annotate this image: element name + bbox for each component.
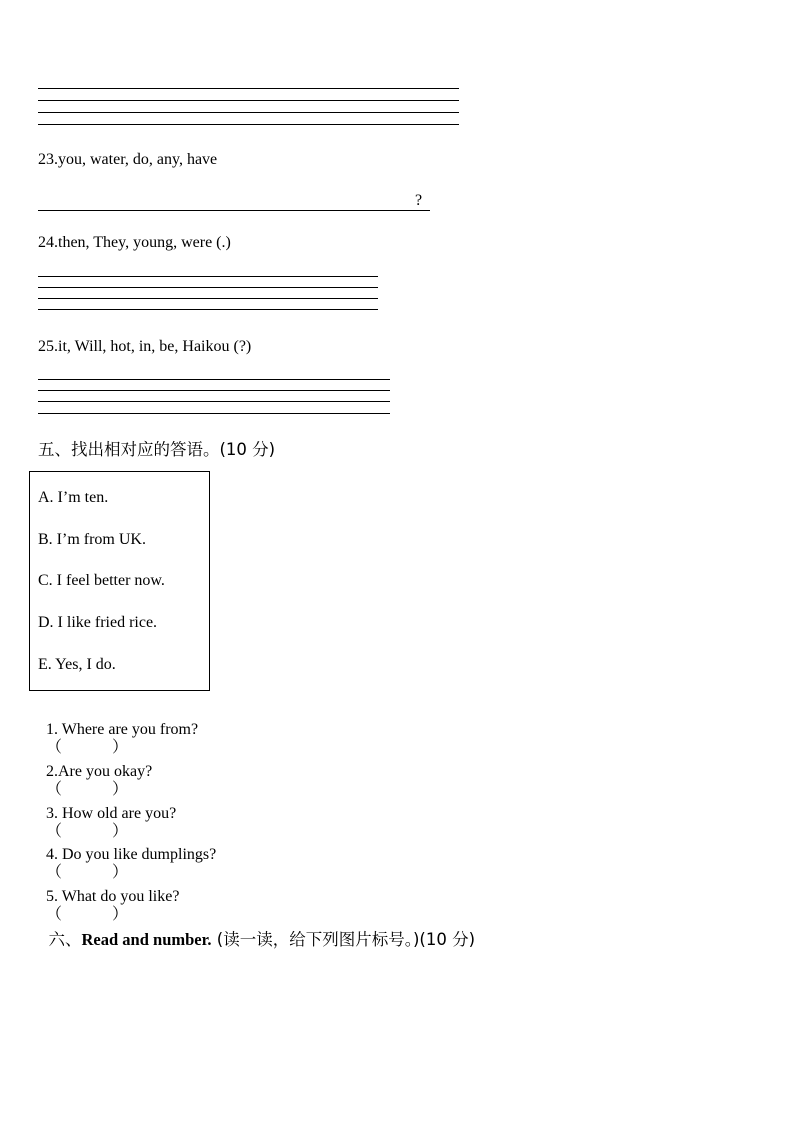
- section-6-suffix: (读一读，给下列图片标号。)(10 分): [211, 930, 476, 949]
- match-item-2-question: 2.Are you okay?: [46, 763, 153, 780]
- section-6-prefix: 六、: [48, 930, 82, 949]
- section-6-heading: [38, 910, 475, 950]
- answer-line: [38, 88, 459, 89]
- match-item-4-question: 4. Do you like dumplings?: [46, 846, 217, 863]
- answer-line: [38, 298, 378, 299]
- match-item-4-open: （: [46, 864, 63, 881]
- answer-line: [38, 276, 378, 277]
- option-d: D. I like fried rice.: [38, 614, 158, 631]
- answer-line: [38, 100, 459, 101]
- section-5-heading: 五、找出相对应的答语。(10 分): [38, 440, 276, 459]
- match-item-3-close: ）: [112, 823, 129, 840]
- match-item-3-question: 3. How old are you?: [46, 805, 177, 822]
- answer-line: [38, 413, 390, 414]
- match-item-3-open: （: [46, 823, 63, 840]
- option-c: C. I feel better now.: [38, 572, 165, 589]
- section-6-title: Read and number.: [81, 930, 212, 949]
- answer-options-box: [29, 471, 210, 691]
- option-e: E. Yes, I do.: [38, 656, 116, 673]
- match-item-5-close: ）: [112, 906, 129, 923]
- match-item-5-question: 5. What do you like?: [46, 888, 180, 905]
- match-item-2-close: ）: [112, 781, 129, 798]
- match-item-2-open: （: [46, 781, 63, 798]
- question-23-text: 23.you, water, do, any, have: [38, 151, 218, 168]
- option-a: A. I’m ten.: [38, 489, 109, 506]
- answer-line: [38, 309, 378, 310]
- match-item-4-close: ）: [112, 864, 129, 881]
- question-23-end-mark: ?: [415, 192, 423, 209]
- option-b: B. I’m from UK.: [38, 531, 146, 548]
- answer-line: [38, 124, 459, 125]
- question-24-text: 24.then, They, young, were (.): [38, 234, 231, 251]
- answer-line-23[interactable]: [38, 210, 430, 211]
- match-item-1-question: 1. Where are you from?: [46, 721, 199, 738]
- match-item-5-open: （: [46, 906, 63, 923]
- answer-line: [38, 112, 459, 113]
- answer-line: [38, 390, 390, 391]
- question-25-text: 25.it, Will, hot, in, be, Haikou (?): [38, 338, 252, 355]
- match-item-1-close: ）: [112, 739, 129, 756]
- match-item-1-open: （: [46, 739, 63, 756]
- answer-line: [38, 287, 378, 288]
- answer-line: [38, 379, 390, 380]
- answer-line: [38, 401, 390, 402]
